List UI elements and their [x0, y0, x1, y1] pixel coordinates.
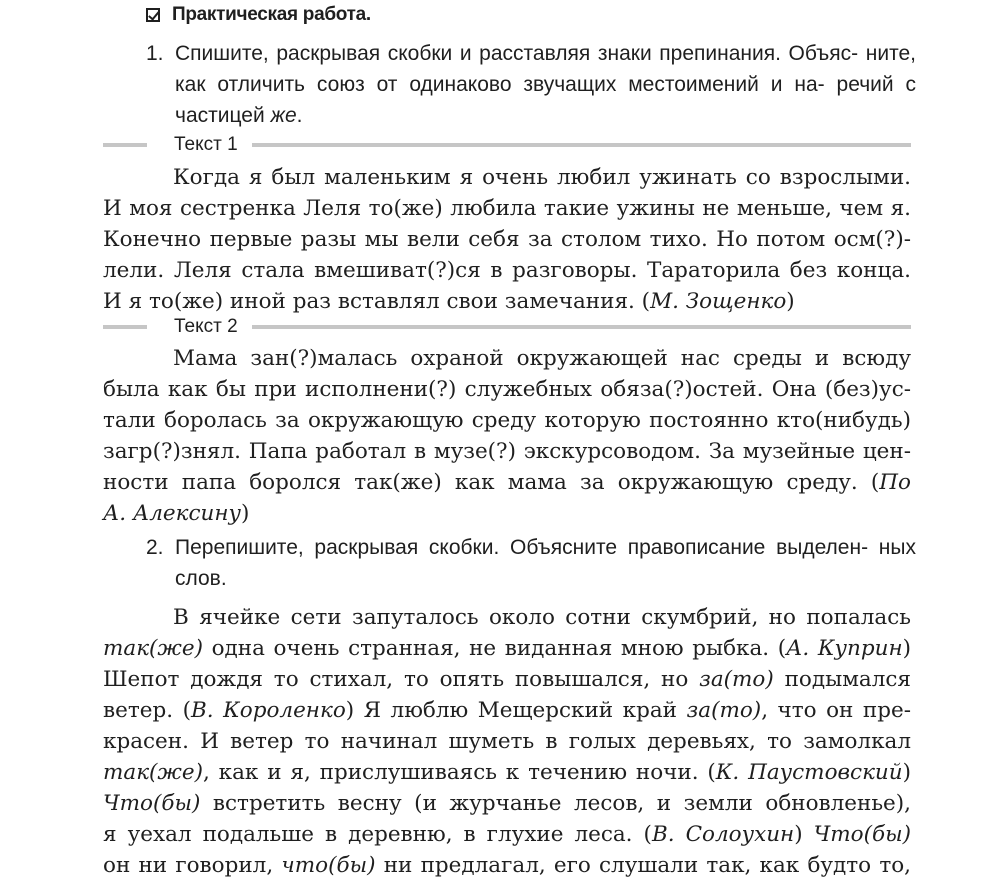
text-line: была как бы при исполнени(?) служебных обяза(?)остей. Она (без)ус-	[103, 377, 911, 402]
checkbox-icon	[146, 8, 160, 22]
text-line: я уехал подальше в деревню, в глухие леса. (В. Солоухин) Что(бы)	[103, 822, 911, 847]
text-2-label: Текст 2	[174, 316, 238, 337]
author-name: В. Короленко	[190, 698, 346, 723]
highlighted-word: так(же)	[103, 760, 203, 785]
text-line: И я то(же) иной раз вставлял свои замечания. (М. Зощенко)	[103, 289, 795, 314]
highlighted-word: Что(бы)	[103, 791, 201, 816]
text-line: ности папа боролся так(же) как мама за окружающую среду. (По	[103, 470, 911, 495]
text-line: лели. Леля стала вмешиват(?)ся в разговоры. Тараторила без конца.	[103, 258, 911, 283]
task-2	[146, 532, 916, 594]
section-header	[146, 4, 371, 26]
author-name: К. Паустовский	[715, 760, 903, 785]
text-3	[103, 602, 911, 881]
text-line: Что(бы) встретить весну (и журчанье лесов, и земли обновленье),	[103, 791, 911, 816]
text-line: И моя сестренка Леля то(же) любила такие ужины не меньше, чем я.	[103, 196, 911, 221]
text-line: Мама зан(?)малась охраной окружающей нас среды и всюду	[173, 346, 911, 371]
highlighted-word: за(то)	[699, 667, 774, 692]
task-instructions: Перепишите, раскрывая скобки. Объясните правописание выделен- ных слов.	[175, 536, 916, 590]
task-1	[146, 38, 916, 131]
highlighted-word: что(бы)	[281, 853, 376, 878]
text-line: Когда я был маленьким я очень любил ужинать со взрослыми.	[173, 165, 911, 190]
task-instructions: Спишите, раскрывая скобки и расставляя знаки препинания. Объяс- ните, как отличить союз от одинаково звучащих местоимений и на- речий с частицей же.	[175, 42, 916, 127]
text-2-divider	[103, 315, 911, 339]
text-line: так(же), как и я, прислушиваясь к течению ночи. (К. Паустовский)	[103, 760, 911, 785]
author-name: В. Солоухин	[651, 822, 795, 847]
text-line: красен. И ветер то начинал шуметь в голых деревьях, то замолкал	[103, 729, 911, 754]
text-line: Конечно первые разы мы вели себя за столом тихо. Но потом осм(?)-	[103, 227, 911, 252]
author-name: По	[879, 470, 911, 495]
text-line: он ни говорил, что(бы) ни предлагал, его слушали так, как будто то,	[103, 853, 911, 878]
author-name: М. Зощенко	[650, 289, 787, 314]
text-1	[103, 162, 911, 317]
task-number: 1.	[146, 42, 164, 65]
highlighted-word: за(то)	[686, 698, 762, 723]
highlighted-word: так(же)	[103, 636, 203, 661]
text-line: ветер. (В. Короленко) Я люблю Мещерский край за(то), что он пре-	[103, 698, 911, 723]
highlighted-word: Что(бы)	[813, 822, 911, 847]
task-number: 2.	[146, 536, 164, 559]
text-line: тали боролась за окружающую среду которую постоянно кто(нибудь)	[103, 408, 911, 433]
text-line: А. Алексину)	[103, 501, 250, 526]
text-line: В ячейке сети запуталось около сотни скумбрий, но попалась	[173, 605, 911, 630]
author-name: А. Алексину	[103, 501, 242, 526]
text-line: Шепот дождя то стихал, то опять повышался, но за(то) подымался	[103, 667, 911, 692]
italic-term: же	[270, 104, 297, 127]
text-line: так(же) одна очень странная, не виданная мною рыбка. (А. Куприн)	[103, 636, 911, 661]
text-1-label: Текст 1	[174, 134, 238, 155]
section-title: Практическая работа.	[172, 4, 371, 25]
text-2	[103, 343, 911, 529]
text-1-divider	[103, 133, 911, 157]
text-line: загр(?)знял. Папа работал в музе(?) экскурсоводом. За музейные цен-	[103, 439, 911, 464]
author-name: А. Куприн	[786, 636, 903, 661]
